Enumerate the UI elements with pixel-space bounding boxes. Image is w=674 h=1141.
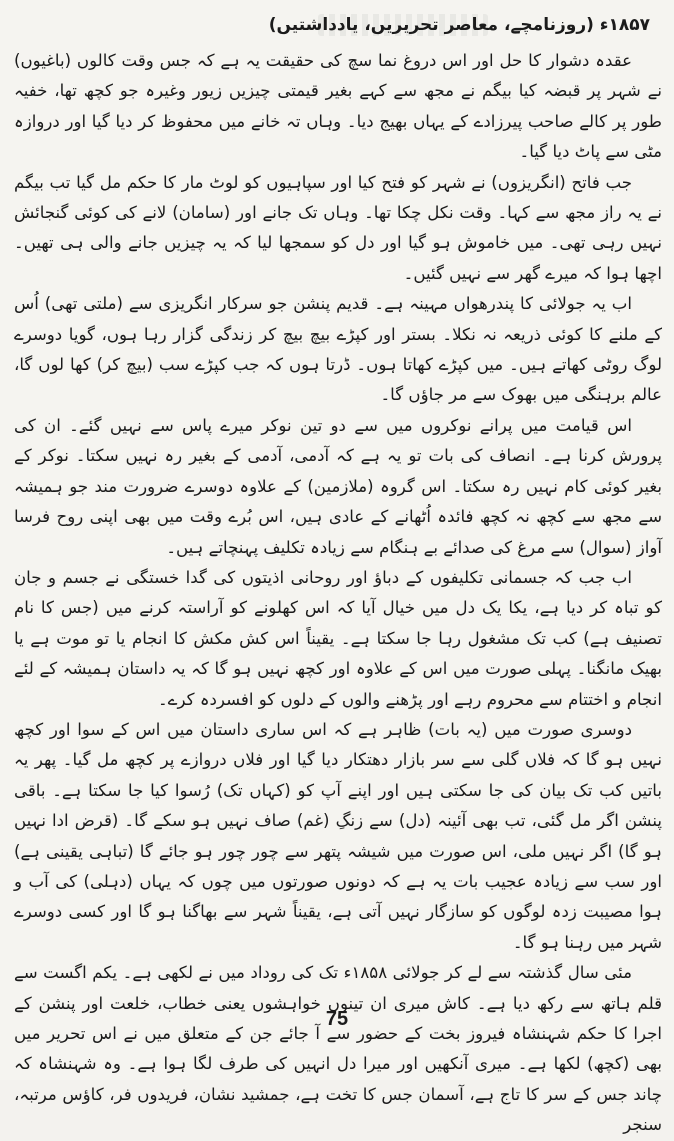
running-header: ۱۸۵۷ء (روزنامچے، معاصر تحریریں، یادداشتیں)	[268, 15, 650, 35]
paragraph-7: مئی سال گذشتہ سے لے کر جولائی ۱۸۵۸ء تک کی روداد میں نے لکھی ہے۔ یکم اگست سے قلم ہاتھ سے رکھ دیا ہے۔ کاش میری ان تینوں خواہشوں یعنی خطاب، خلعت اور پنشن کے اجرا کا حکم شہنشاہ فیروز بخت کے حضور سے آ جائے جن کے متعلق میں نے اس تحریر میں بھی (کچھ) لکھا ہے۔ میری آنکھیں اور میرا دل انہیں کی طرف لگا ہوا ہے۔ وہ شہنشاہ کہ چاند جس کے سر کا تاج ہے، آسمان جس کا تخت ہے، جمشید نشان، فریدوں فر، کاؤس مرتبہ، سنجر	[14, 963, 662, 1135]
paragraph-4: اس قیامت میں پرانے نوکروں میں سے دو تین نوکر میرے پاس سے نہیں گئے۔ ان کی پرورش کرنا ہے۔ انصاف کی بات تو یہ ہے کہ آدمی، آدمی کے بغیر رہ نہیں سکتا۔ نوکر کے بغیر کوئی کام نہیں رہ سکتا۔ اس گروہ (ملازمین) کے علاوہ دوسرے ضرورت مند جو ہمیشہ سے مجھ سے کچھ نہ کچھ فائدہ اُٹھانے کے عادی ہیں، اس بُرے وقت میں بھی اپنی روح فرسا آواز (سوال) سے مرغ کی صدائے بے ہنگام سے زیادہ تکلیف پہنچاتے ہیں۔	[14, 415, 662, 557]
paragraph-2: جب فاتح (انگریزوں) نے شہر کو فتح کیا اور سپاہیوں کو لوٹ مار کا حکم مل گیا تب بیگم نے یہ راز مجھ سے کہا۔ وقت نکل چکا تھا۔ وہاں تک جانے اور (سامان) لانے کی کوئی گنجائش نہیں رہی تھی۔ میں خاموش ہو گیا اور دل کو سمجھا لیا کہ یہ چیزیں جانے والی ہی تھیں۔ اچھا ہوا کہ میرے گھر سے نہیں گئیں۔	[14, 172, 662, 283]
paragraph-6: دوسری صورت میں (یہ بات) ظاہر ہے کہ اس ساری داستان میں اس کے سوا اور کچھ نہیں ہو گا کہ فلاں گلی سے سر بازار دھتکار دیا گیا اور فلاں دروازے پر کچھ مل گیا۔ پھر یہ باتیں کب تک بیان کی جا سکتی ہیں اور اپنے آپ کو (کہاں تک) رُسوا کیا جا سکتا ہے۔ باقی پنشن اگر مل گئی، تب بھی آئینہ (دل) سے زنگِ (غم) صاف نہیں ہو سکے گا۔ (قرض ادا نہیں ہو گا) اگر نہیں ملی، اس صورت میں شیشہ پتھر سے چور چور ہو جائے گا (تباہی یقینی ہے) اور سب سے زیادہ عجیب بات یہ ہے کہ دونوں صورتوں میں چوں کہ یہاں (دہلی) کی آب و ہوا مصیبت زدہ لوگوں کو سازگار نہیں آتی ہے، یقیناً شہر سے بھاگنا ہو گا اور کسی دوسرے شہر میں رہنا ہو گا۔	[14, 719, 662, 952]
paragraph-5: اب جب کہ جسمانی تکلیفوں کے دباؤ اور روحانی اذیتوں کی گدا خستگی نے جسم و جان کو تباہ کر دیا ہے، یکا یک دل میں خیال آیا کہ اس کھلونے کو آراستہ کرنے میں (جس کا نام تصنیف ہے) کب تک مشغول رہا جا سکتا ہے۔ یقیناً اس کش مکش کا انجام یا تو موت ہے یا بھیک مانگنا۔ پہلی صورت میں اس کے علاوہ اور کچھ نہیں ہو گا کہ یہ داستان ہمیشہ کے لئے انجام و اختتام سے محروم رہے اور پڑھنے والوں کے دلوں کو افسردہ کرے۔	[14, 567, 662, 709]
paragraph-3: اب یہ جولائی کا پندرھواں مہینہ ہے۔ قدیم پنشن جو سرکار انگریزی سے (ملتی تھی) اُس کے ملنے کا کوئی ذریعہ نہ نکلا۔ بستر اور کپڑے بیچ بیچ کر زندگی گزار رہا ہوں، گویا دوسرے لوگ روٹی کھاتے ہیں۔ میں کپڑے کھاتا ہوں۔ ڈرتا ہوں کہ جب کپڑے سب (بیچ کر) کھا لوں گا، عالم برہنگی میں بھوک سے مر جاؤں گا۔	[14, 294, 662, 405]
body-text	[14, 46, 662, 1141]
paragraph-1: عقدہ دشوار کا حل اور اس دروغ نما سچ کی حقیقت یہ ہے کہ جس وقت کالوں (باغیوں) نے شہر پر قبضہ کیا بیگم نے مجھ سے کہے بغیر قیمتی چیزیں زیور وغیرہ جو کچھ تھا، خفیہ طور پر کالے صاحب پیرزادے کے یہاں بھیج دیا۔ وہاں تہ خانے میں محفوظ کر دیا گیا اور دروازہ مٹی سے پاٹ دیا گیا۔	[14, 51, 662, 162]
page-number: 75	[325, 1008, 349, 1030]
